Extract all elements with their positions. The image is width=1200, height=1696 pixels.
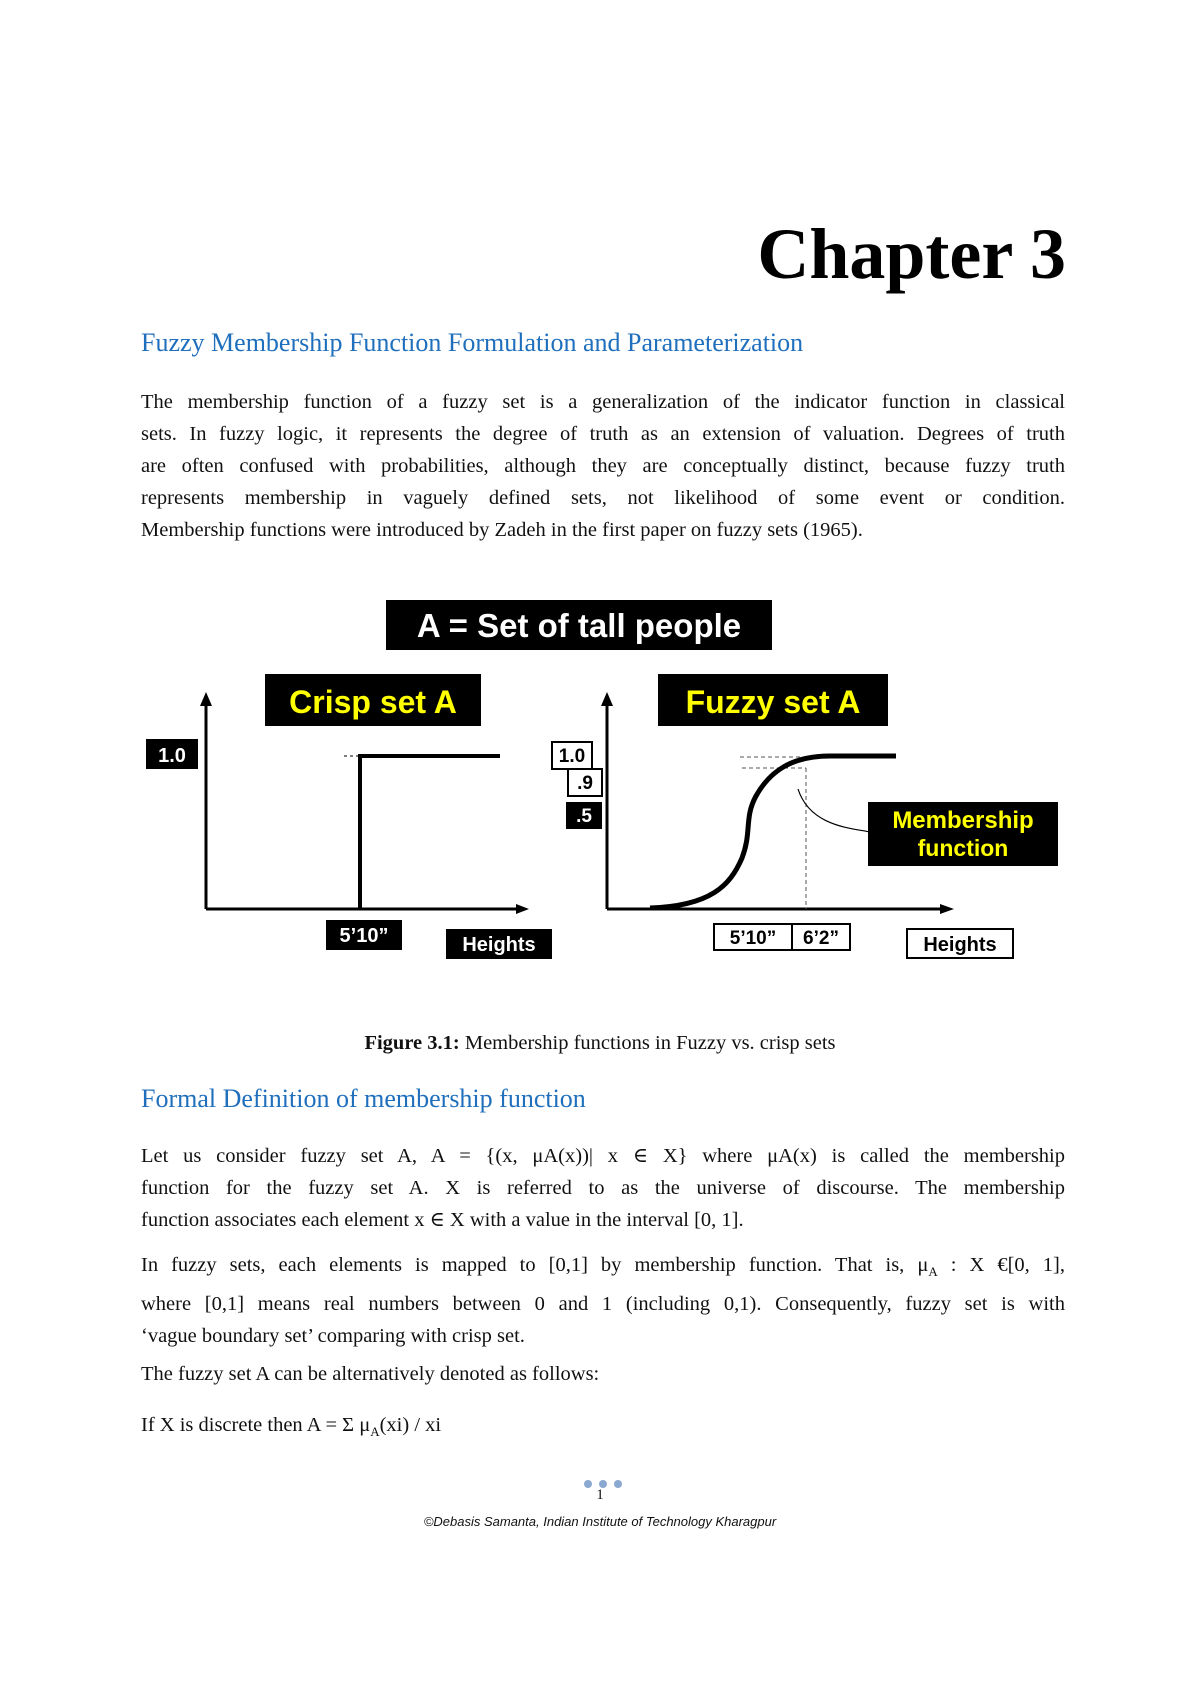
crisp-x-arrow	[516, 904, 529, 914]
figure-membership-functions	[130, 596, 1070, 966]
section-heading-membership-formulation: Fuzzy Membership Function Formulation and Parameterization	[141, 328, 804, 357]
paragraph-line: ‘vague boundary set’ comparing with crisp set.	[141, 1325, 525, 1348]
paragraph-line	[141, 1409, 1065, 1448]
mapping-text-b: : X €[0, 1],	[937, 1254, 1065, 1276]
page-number: 1	[596, 1487, 604, 1503]
formula-subscript: A	[370, 1424, 380, 1440]
paragraph-line: The fuzzy set A can be alternatively denoted as follows:	[141, 1363, 600, 1385]
crisp-set-label: Crisp set A	[289, 684, 457, 720]
fuzzy-set-label: Fuzzy set A	[685, 684, 861, 720]
crisp-y-arrow	[200, 692, 212, 706]
section-heading-formal-definition: Formal Definition of membership function	[141, 1084, 586, 1113]
crisp-y-label: 1.0	[158, 745, 186, 767]
figure-title: A = Set of tall people	[416, 607, 742, 644]
paragraph-line: Membership functions were introduced by Zadeh in the first paper on fuzzy sets (1965).	[141, 519, 863, 541]
paragraph-line: function associates each element x ∈ X with a value in the interval [0, 1].	[141, 1209, 744, 1231]
annotation-pointer	[798, 789, 870, 832]
crisp-x-tick: 5’10”	[339, 925, 389, 947]
fuzzy-x-axis-label: Heights	[923, 934, 997, 956]
mapping-subscript: A	[928, 1264, 938, 1280]
mapping-text-a: In fuzzy sets, each elements is mapped to [0,1] by membership function. That is, μ	[141, 1254, 929, 1276]
annotation-line-2: function	[917, 835, 1009, 861]
paragraph-line: where [0,1] means real numbers between 0 and 1 (including 0,1). Consequently, fuzzy set is with	[141, 1293, 1065, 1316]
paragraph-line: Let us consider fuzzy set A, A = {(x, μA(x))| x ∈ X} where μA(x) is called the membership	[141, 1145, 1065, 1167]
caption-text: Membership functions in Fuzzy vs. crisp sets	[459, 1032, 836, 1054]
definition-paragraph	[141, 1140, 1065, 1236]
fuzzy-y-label-1: 1.0	[558, 746, 586, 767]
annotation-line-1: Membership	[892, 807, 1034, 834]
notation-paragraph	[141, 1358, 1065, 1390]
fuzzy-y-label-09: .9	[577, 773, 593, 794]
paragraph-line	[141, 1249, 1065, 1288]
footer-copyright: ©Debasis Samanta, Indian Institute of Technology Kharagpur	[423, 1514, 777, 1529]
fuzzy-membership-curve	[650, 756, 896, 908]
caption-label: Figure 3.1:	[364, 1032, 460, 1054]
fuzzy-x-tick-1: 5’10”	[729, 928, 777, 949]
formula-text-b: (xi) / xi	[379, 1414, 442, 1436]
fuzzy-y-arrow	[601, 692, 613, 706]
fuzzy-y-label-05: .5	[576, 806, 592, 827]
formula-text-a: If X is discrete then A = Σ μ	[141, 1414, 371, 1436]
paragraph-line: represents membership in vaguely defined sets, not likelihood of some event or condition.	[141, 487, 1065, 509]
crisp-membership-step	[360, 756, 500, 909]
crisp-x-axis-label: Heights	[462, 934, 536, 956]
chapter-title: Chapter 3	[757, 214, 1066, 294]
paragraph-line: The membership function of a fuzzy set is a generalization of the indicator function in classical	[141, 391, 1065, 413]
paragraph-line: function for the fuzzy set A. X is referred to as the universe of discourse. The membership	[141, 1177, 1065, 1199]
figure-caption	[0, 1032, 1200, 1055]
discrete-formula	[141, 1409, 1065, 1448]
paragraph-line: are often confused with probabilities, although they are conceptually distinct, because fuzzy truth	[141, 455, 1065, 477]
fuzzy-x-arrow	[940, 904, 954, 914]
fuzzy-x-tick-2: 6’2”	[803, 928, 839, 949]
intro-paragraph	[141, 386, 1065, 546]
mapping-paragraph	[141, 1249, 1065, 1352]
paragraph-line: sets. In fuzzy logic, it represents the degree of truth as an extension of valuation. Degrees of truth	[141, 423, 1065, 445]
